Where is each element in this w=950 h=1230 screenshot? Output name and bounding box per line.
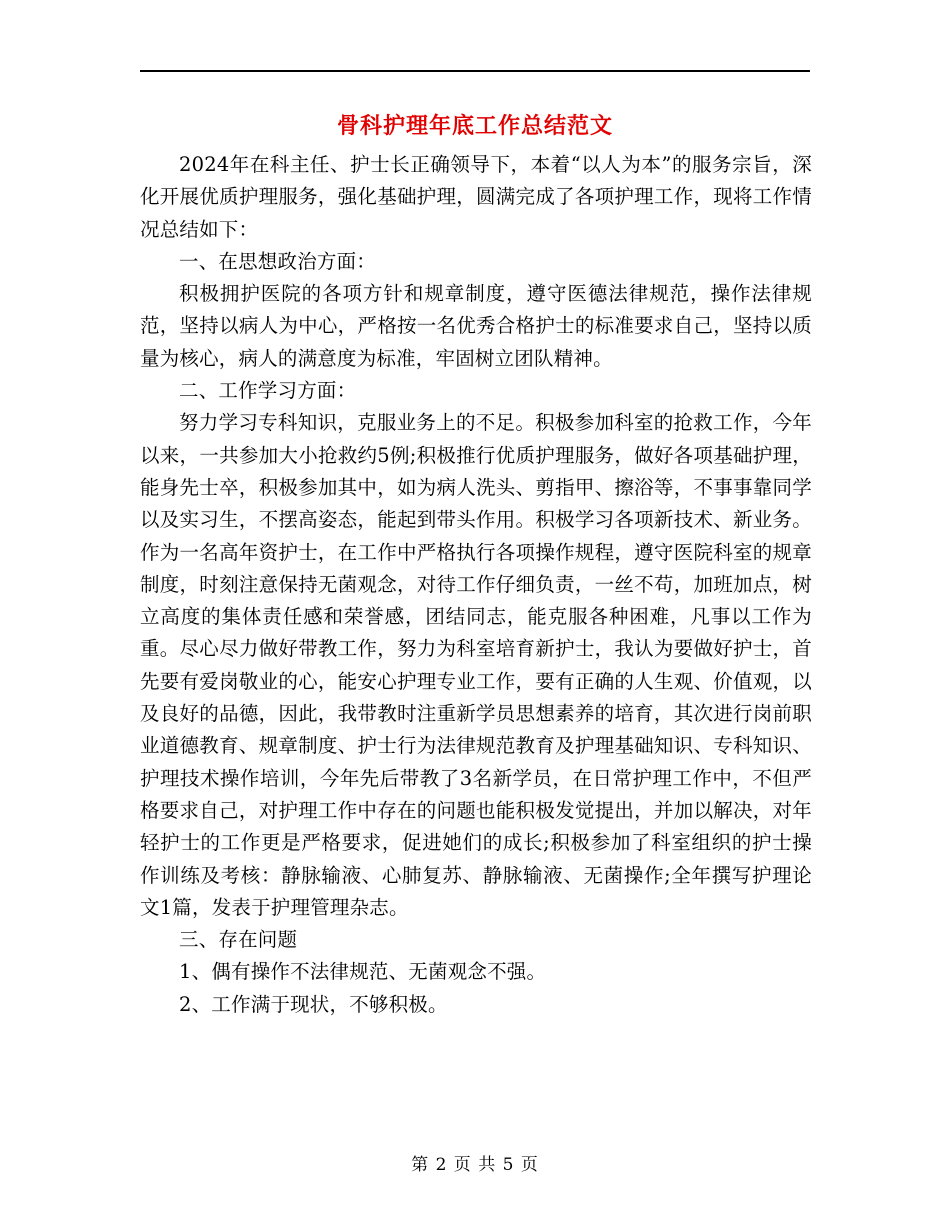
page-footer bbox=[0, 1150, 950, 1180]
problem-item-1: 1、偶有操作不法律规范、无菌观念不强。 bbox=[179, 960, 547, 984]
section-heading-work-study: 二、工作学习方面： bbox=[179, 379, 357, 403]
section-heading-problems: 三、存在问题 bbox=[179, 928, 298, 952]
intro-paragraph: 2024年在科主任、护士长正确领导下，本着“以人为本”的服务宗旨，深化开展优质护理服务，强化基础护理，圆满完成了各项护理工作，现将工作情况总结如下： bbox=[140, 153, 812, 241]
document-title: 骨科护理年底工作总结范文 bbox=[336, 113, 613, 139]
problem-item-2: 2、工作满于现状，不够积极。 bbox=[179, 992, 448, 1016]
document-body bbox=[140, 149, 812, 1021]
section-heading-politics: 一、在思想政治方面： bbox=[179, 249, 377, 273]
header-rule bbox=[140, 70, 810, 72]
work-study-paragraph: 努力学习专科知识，克服业务上的不足。积极参加科室的抢救工作，今年以来，一共参加大小抢救约5例;积极推行优质护理服务，做好各项基础护理，能身先士卒，积极参加其中，如为病人洗头、剪指甲、擦浴等，不事事靠同学以及实习生，不摆高姿态，能起到带头作用。积极学习各项新技术、新业务。作为一名高年资护士，在工作中严格执行各项操作规程，遵守医院科室的规章制度，时刻注意保持无菌观念，对待工作仔细负责，一丝不苟，加班加点，树立高度的集体责任感和荣誉感，团结同志，能克服各种困难，凡事以工作为重。尽心尽力做好带教工作，努力为科室培育新护士，我认为要做好护士，首先要有爱岗敬业的心，能安心护理专业工作，要有正确的人生观、价值观，以及良好的品德，因此，我带教时注重新学员思想素养的培育，其次进行岗前职业道德教育、规章制度、护士行为法律规范教育及护理基础知识、专科知识、护理技术操作培训，今年先后带教了3名新学员，在日常护理工作中，不但严格要求自己，对护理工作中存在的问题也能积极发觉提出，并加以解决，对年轻护士的工作更是严格要求，促进她们的成长;积极参加了科室组织的护士操作训练及考核：静脉输液、心肺复苏、静脉输液、无菌操作;全年撰写护理论文1篇，发表于护理管理杂志。 bbox=[140, 411, 812, 919]
page-number: 第 2 页 共 5 页 bbox=[411, 1155, 539, 1175]
politics-paragraph: 积极拥护医院的各项方针和规章制度，遵守医德法律规范，操作法律规范，坚持以病人为中心，严格按一名优秀合格护士的标准要求自己，坚持以质量为核心，病人的满意度为标准，牢固树立团队精神。 bbox=[140, 282, 812, 370]
